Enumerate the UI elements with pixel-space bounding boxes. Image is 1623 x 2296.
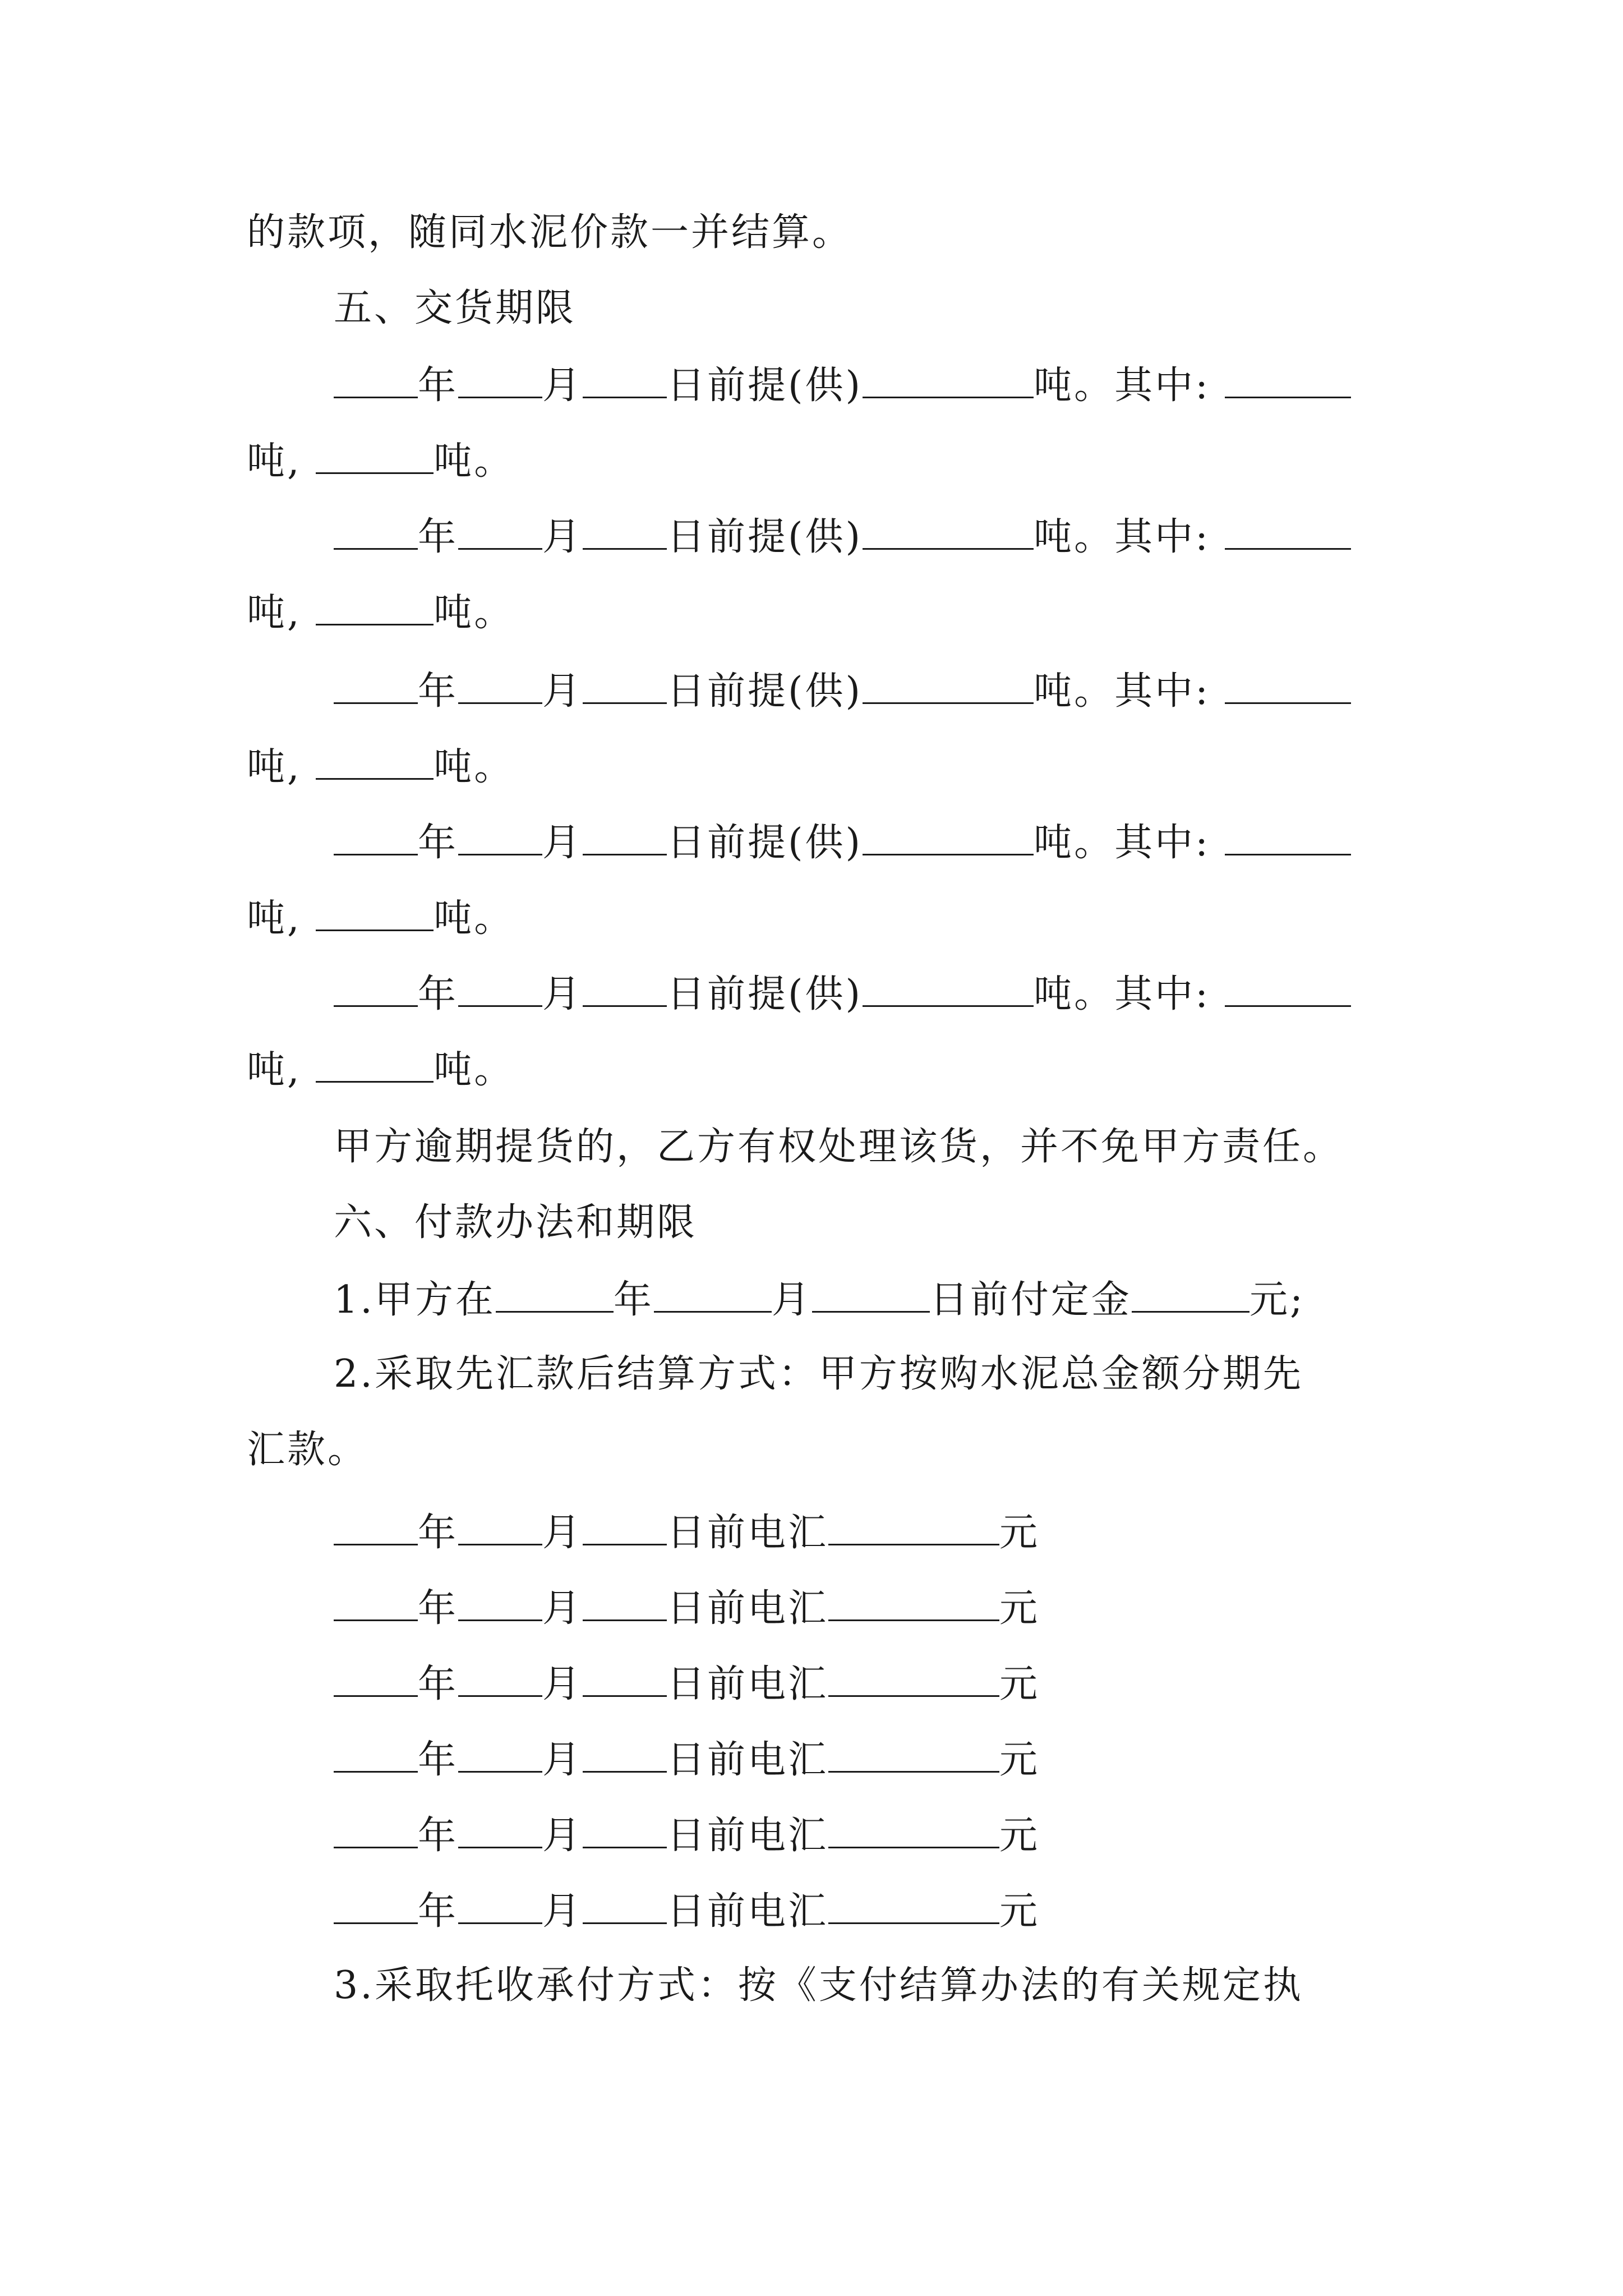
blank-field <box>863 362 1034 398</box>
unit-label: 元 <box>999 1889 1040 1934</box>
blank-field <box>1225 819 1351 855</box>
unit-label: 日前提(供) <box>667 515 863 559</box>
blank-field <box>458 668 542 704</box>
blank-field <box>863 668 1034 704</box>
blank-field <box>828 1812 999 1848</box>
clause-text: 甲方逾期提货的，乙方有权处理该货，并不免甲方责任。 <box>334 1125 1344 1169</box>
blank-field <box>828 1509 999 1545</box>
blank-field <box>334 1736 418 1773</box>
unit-label: 吨。 <box>434 896 515 941</box>
blank-field <box>334 1509 418 1545</box>
blank-field <box>496 1276 614 1313</box>
section-title: 六、付款办法和期限 <box>334 1200 698 1245</box>
unit-label: 日前电汇 <box>667 1738 829 1782</box>
unit-label: 月 <box>542 669 583 714</box>
unit-label: 月 <box>542 1889 583 1934</box>
unit-label: 日前电汇 <box>667 1586 829 1631</box>
paragraph-continuation <box>247 210 852 255</box>
payment-item-2 <box>334 1352 1303 1397</box>
unit-label: 年 <box>418 821 459 865</box>
blank-field <box>334 1585 418 1621</box>
delivery-row-1 <box>334 362 1351 408</box>
blank-field <box>863 513 1034 550</box>
blank-field <box>828 1660 999 1697</box>
unit-label: 月 <box>542 1511 583 1555</box>
blank-field <box>458 819 542 855</box>
blank-field <box>458 1660 542 1697</box>
remit-row-6 <box>334 1888 1040 1934</box>
paragraph-text: 的款项，随同水泥价款一并结算。 <box>247 210 853 255</box>
blank-field <box>334 1888 418 1924</box>
unit-label: 月 <box>542 1738 583 1782</box>
blank-field <box>334 970 418 1007</box>
unit-label: 年 <box>418 1511 459 1555</box>
delivery-row-3-cont <box>247 743 514 790</box>
blank-field <box>316 895 434 931</box>
blank-field <box>458 513 542 550</box>
blank-field <box>334 362 418 398</box>
unit-label: 元 <box>999 1814 1040 1858</box>
blank-field <box>583 1660 667 1697</box>
unit-label: 月 <box>542 1814 583 1858</box>
blank-field <box>583 819 667 855</box>
delivery-row-2 <box>334 513 1351 560</box>
blank-field <box>334 819 418 855</box>
payment-item-2-cont <box>247 1428 368 1473</box>
unit-label: 月 <box>771 1278 812 1322</box>
blank-field <box>583 362 667 398</box>
section-6-heading <box>334 1200 697 1245</box>
unit-label: 吨, <box>247 896 302 941</box>
unit-label: 吨。 <box>434 439 515 484</box>
unit-label: 日前提(供) <box>667 821 863 865</box>
unit-label: 年 <box>418 364 459 408</box>
blank-field <box>828 1736 999 1773</box>
unit-label: 元 <box>999 1586 1040 1631</box>
unit-label: 年 <box>418 669 459 714</box>
delivery-row-5-cont <box>247 1046 514 1093</box>
blank-field <box>458 1736 542 1773</box>
unit-label: 日前电汇 <box>667 1889 829 1934</box>
unit-label: 月 <box>542 364 583 408</box>
blank-field <box>828 1888 999 1924</box>
payment-item-3 <box>334 1963 1303 2008</box>
blank-field <box>1225 668 1351 704</box>
blank-field <box>1225 513 1351 550</box>
unit-label: 月 <box>542 1586 583 1631</box>
blank-field <box>583 970 667 1007</box>
unit-label: 吨, <box>247 591 302 635</box>
unit-label: 日前电汇 <box>667 1814 829 1858</box>
unit-label: 吨。 <box>434 1048 515 1092</box>
blank-field <box>583 668 667 704</box>
delivery-row-1-cont <box>247 438 514 484</box>
unit-label: 吨。其中: <box>1034 972 1211 1016</box>
remit-row-3 <box>334 1660 1040 1707</box>
blank-field <box>583 513 667 550</box>
payment-item-1 <box>334 1276 1305 1323</box>
unit-label: 日前电汇 <box>667 1511 829 1555</box>
blank-field <box>583 1736 667 1773</box>
blank-field <box>654 1276 772 1313</box>
unit-label: 元 <box>999 1738 1040 1782</box>
blank-field <box>863 970 1034 1007</box>
unit-label: 吨。其中: <box>1034 821 1211 865</box>
unit-label: 吨。其中: <box>1034 669 1211 714</box>
unit-label: 年 <box>418 1662 459 1706</box>
blank-field <box>583 1888 667 1924</box>
blank-field <box>458 362 542 398</box>
item-text: 1.甲方在 <box>334 1278 496 1322</box>
delivery-row-5 <box>334 970 1351 1017</box>
unit-label: 月 <box>542 972 583 1016</box>
unit-label: 日前电汇 <box>667 1662 829 1706</box>
unit-label: 月 <box>542 821 583 865</box>
remit-row-5 <box>334 1812 1040 1858</box>
blank-field <box>458 1888 542 1924</box>
delivery-row-4-cont <box>247 895 514 941</box>
unit-label: 元 <box>999 1511 1040 1555</box>
blank-field <box>316 589 434 625</box>
blank-field <box>583 1812 667 1848</box>
blank-field <box>1132 1276 1249 1313</box>
unit-label: 年 <box>418 1889 459 1934</box>
item-text: 汇款。 <box>247 1428 368 1472</box>
blank-field <box>458 1509 542 1545</box>
blank-field <box>334 1660 418 1697</box>
unit-label: 月 <box>542 1662 583 1706</box>
blank-field <box>828 1585 999 1621</box>
blank-field <box>583 1509 667 1545</box>
blank-field <box>334 513 418 550</box>
section-title: 五、交货期限 <box>334 286 577 330</box>
unit-label: 吨, <box>247 745 302 789</box>
unit-label: 年 <box>418 1586 459 1631</box>
blank-field <box>458 1812 542 1848</box>
unit-label: 年 <box>418 1814 459 1858</box>
unit-label: 吨。 <box>434 591 515 635</box>
unit-label: 年 <box>418 1738 459 1782</box>
blank-field <box>316 743 434 780</box>
delivery-row-3 <box>334 668 1351 714</box>
unit-label: 日前提(供) <box>667 364 863 408</box>
unit-label: 年 <box>418 972 459 1016</box>
unit-label: 吨, <box>247 1048 302 1092</box>
unit-label: 日前提(供) <box>667 972 863 1016</box>
unit-label: 元; <box>1249 1278 1305 1322</box>
delivery-row-4 <box>334 819 1351 866</box>
unit-label: 吨。 <box>434 745 515 789</box>
blank-field <box>316 438 434 474</box>
unit-label: 吨。其中: <box>1034 515 1211 559</box>
blank-field <box>1225 362 1351 398</box>
blank-field <box>1225 970 1351 1007</box>
blank-field <box>812 1276 930 1313</box>
blank-field <box>334 668 418 704</box>
blank-field <box>458 970 542 1007</box>
overdue-clause <box>334 1125 1343 1170</box>
unit-label: 吨。其中: <box>1034 364 1211 408</box>
item-text: 2.采取先汇款后结算方式：甲方按购水泥总金额分期先 <box>334 1352 1303 1396</box>
unit-label: 日前提(供) <box>667 669 863 714</box>
unit-label: 吨, <box>247 439 302 484</box>
delivery-row-2-cont <box>247 589 514 636</box>
blank-field <box>458 1585 542 1621</box>
unit-label: 年 <box>418 515 459 559</box>
unit-label: 年 <box>613 1278 654 1322</box>
unit-label: 元 <box>999 1662 1040 1706</box>
unit-label: 日前付定金 <box>929 1278 1132 1322</box>
remit-row-4 <box>334 1736 1040 1783</box>
unit-label: 月 <box>542 515 583 559</box>
blank-field <box>334 1812 418 1848</box>
remit-row-2 <box>334 1585 1040 1631</box>
blank-field <box>316 1046 434 1083</box>
item-text: 3.采取托收承付方式：按《支付结算办法的有关规定执 <box>334 1963 1303 2008</box>
section-5-heading <box>334 286 576 331</box>
remit-row-1 <box>334 1509 1040 1556</box>
blank-field <box>583 1585 667 1621</box>
blank-field <box>863 819 1034 855</box>
